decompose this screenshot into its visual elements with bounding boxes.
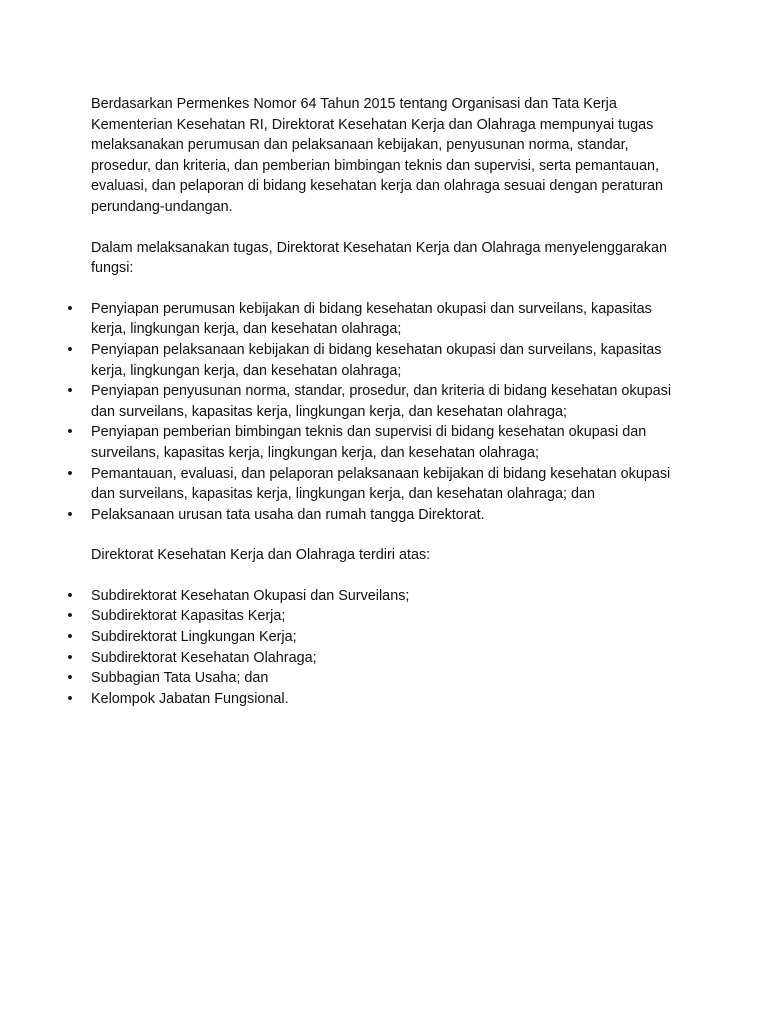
bullet-icon: • (67, 608, 73, 625)
bullet-icon: • (67, 670, 73, 687)
list-item (67, 464, 681, 505)
list-item-text: Subbagian Tata Usaha; dan (91, 670, 269, 687)
list-item-text: Subdirektorat Kesehatan Okupasi dan Surveilans; (91, 587, 410, 604)
bullet-icon: • (67, 629, 73, 646)
list-item (67, 340, 681, 381)
list-item (67, 586, 681, 607)
bullet-icon: • (67, 383, 73, 400)
list-item (67, 505, 681, 526)
functions-list (67, 299, 681, 526)
list-item-text: Subdirektorat Kapasitas Kerja; (91, 608, 286, 625)
document-body (67, 94, 681, 709)
intro-paragraph: Berdasarkan Permenkes Nomor 64 Tahun 2015 tentang Organisasi dan Tata Kerja Kementerian Kesehatan RI, Direktorat Kesehatan Kerja dan Olahraga mempunyai tugas melaksanakan perumusan dan pelaksanaan kebijakan, penyusunan norma, standar, prosedur, dan kriteria, dan pemberian bimbingan teknis dan supervisi, serta pemantauan, evaluasi, dan pelaporan di bidang kesehatan kerja dan olahraga sesuai dengan peraturan perundang-undangan. (91, 96, 664, 215)
list-item (67, 381, 681, 422)
bullet-icon: • (67, 649, 73, 666)
list-item-text: Kelompok Jabatan Fungsional. (91, 690, 289, 707)
list-item (67, 422, 681, 463)
bullet-icon: • (67, 506, 73, 523)
list-item-text: Penyiapan pelaksanaan kebijakan di bidang kesehatan okupasi dan surveilans, kapasitas kerja, lingkungan kerja, dan kesehatan olahraga; (91, 341, 662, 379)
list-item-text: Penyiapan penyusunan norma, standar, prosedur, dan kriteria di bidang kesehatan okupasi dan surveilans, kapasitas kerja, lingkungan kerja, dan kesehatan olahraga; (91, 383, 672, 420)
bullet-icon: • (67, 465, 73, 482)
units-list (67, 586, 681, 710)
list-item-text: Subdirektorat Kesehatan Olahraga; (91, 649, 317, 666)
units-intro: Direktorat Kesehatan Kerja dan Olahraga terdiri atas: (91, 547, 431, 564)
functions-intro: Dalam melaksanakan tugas, Direktorat Kesehatan Kerja dan Olahraga menyelenggarakan fungsi: (91, 239, 667, 277)
bullet-icon: • (67, 300, 73, 317)
list-item (67, 689, 681, 710)
list-item (67, 648, 681, 669)
list-item (67, 299, 681, 340)
bullet-icon: • (67, 690, 73, 707)
bullet-icon: • (67, 587, 73, 604)
list-item-text: Pelaksanaan urusan tata usaha dan rumah tangga Direktorat. (91, 506, 485, 523)
list-item-text: Penyiapan pemberian bimbingan teknis dan supervisi di bidang kesehatan okupasi dan surveilans, kapasitas kerja, lingkungan kerja, dan kesehatan olahraga; (91, 424, 647, 461)
list-item-text: Penyiapan perumusan kebijakan di bidang kesehatan okupasi dan surveilans, kapasitas kerja, lingkungan kerja, dan kesehatan olahraga; (91, 300, 652, 338)
bullet-icon: • (67, 424, 73, 441)
bullet-icon: • (67, 341, 73, 358)
list-item (67, 627, 681, 648)
list-item (67, 606, 681, 627)
list-item-text: Subdirektorat Lingkungan Kerja; (91, 629, 297, 646)
list-item-text: Pemantauan, evaluasi, dan pelaporan pelaksanaan kebijakan di bidang kesehatan okupasi dan surveilans, kapasitas kerja, lingkungan kerja, dan kesehatan olahraga; dan (91, 465, 671, 503)
list-item (67, 668, 681, 689)
